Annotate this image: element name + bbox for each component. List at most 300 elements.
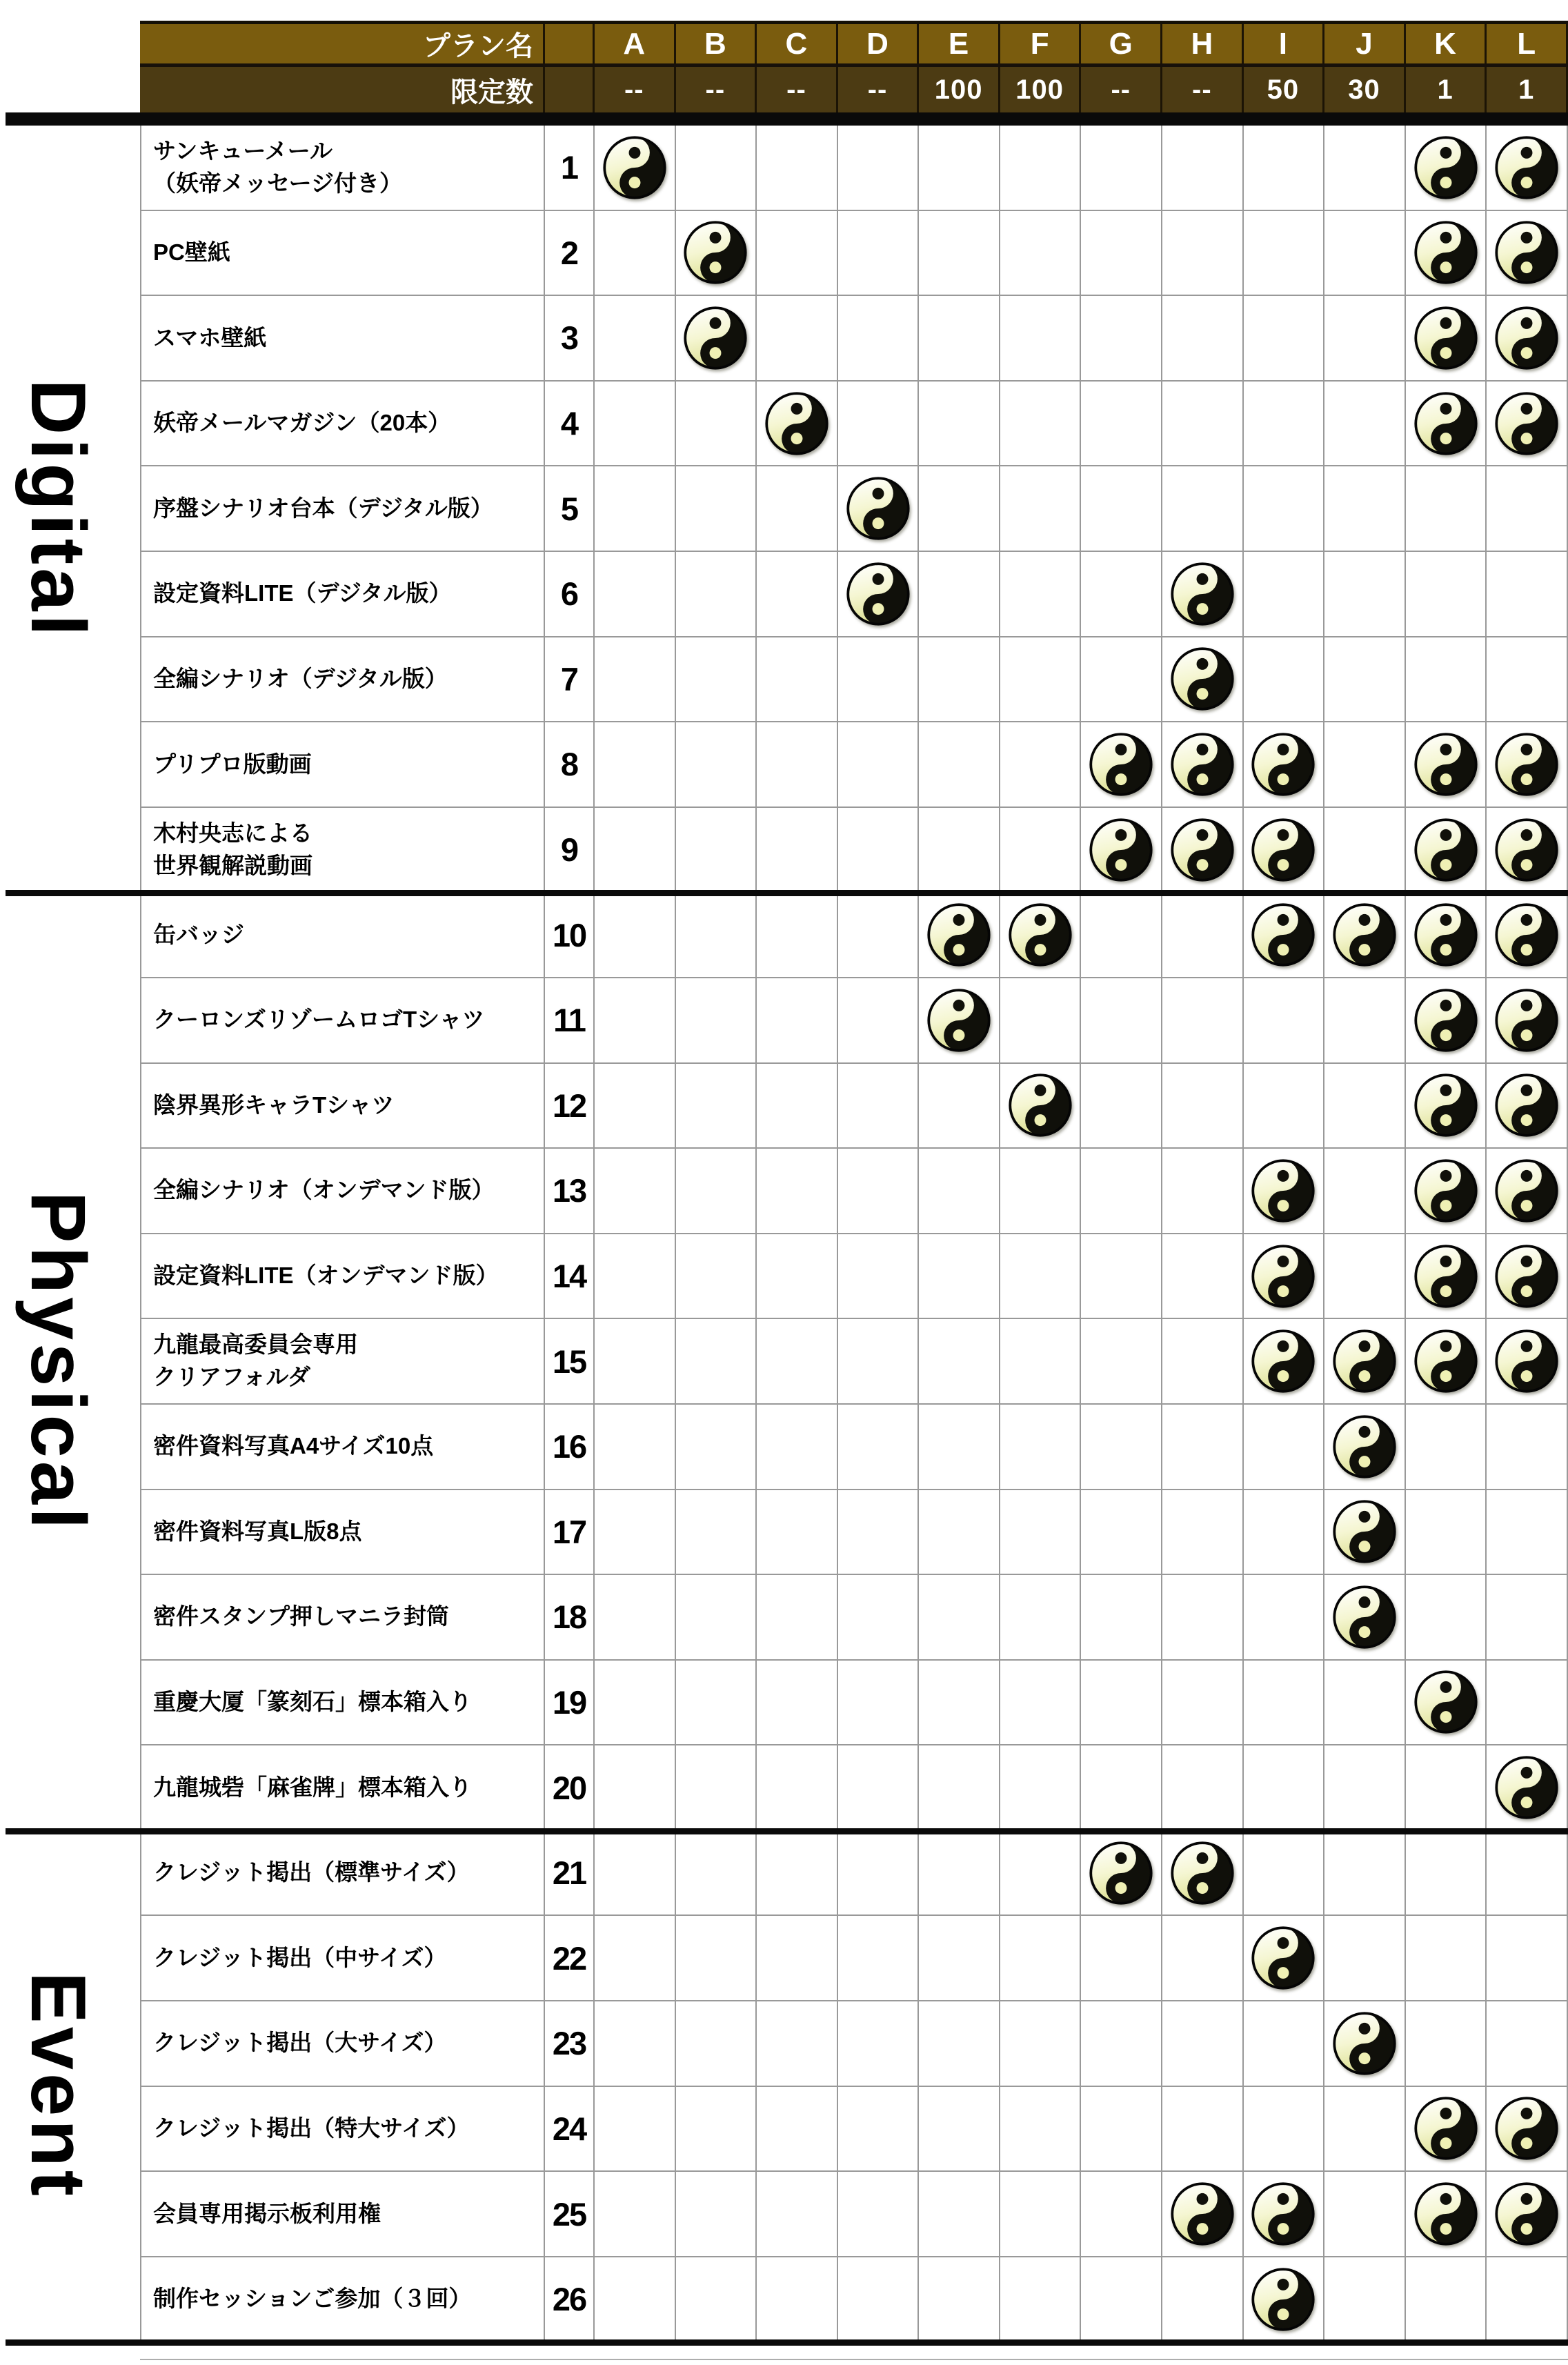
mark-cell	[1406, 126, 1487, 210]
empty-cell	[757, 1831, 838, 1915]
yinyang-icon	[1494, 220, 1559, 285]
item-name-line: 全編シナリオ（デジタル版）	[153, 665, 448, 691]
empty-cell	[676, 808, 757, 892]
empty-cell	[1162, 1319, 1244, 1403]
empty-cell	[595, 1916, 676, 2000]
item-name-line: プリプロ版動画	[153, 751, 312, 777]
limit-header-blank	[545, 67, 595, 112]
mark-cell	[1406, 1661, 1487, 1745]
empty-cell	[919, 296, 1000, 380]
limit-value-B: --	[676, 67, 757, 112]
item-name	[140, 296, 545, 380]
yinyang-icon	[1251, 732, 1316, 797]
item-name	[140, 2087, 545, 2171]
mark-cell	[1162, 637, 1244, 722]
mark-cell	[1162, 722, 1244, 807]
empty-cell	[1081, 126, 1162, 210]
empty-cell	[757, 296, 838, 380]
empty-cell	[1406, 2257, 1487, 2342]
empty-cell	[757, 1149, 838, 1233]
empty-cell	[676, 1831, 757, 1915]
row-number: 9	[545, 808, 595, 892]
item-name	[140, 808, 545, 892]
empty-cell	[1406, 1575, 1487, 1659]
empty-cell	[838, 808, 920, 892]
empty-cell	[1162, 126, 1244, 210]
empty-cell	[595, 296, 676, 380]
empty-cell	[919, 1661, 1000, 1745]
mark-cell	[1406, 978, 1487, 1062]
yinyang-icon	[1494, 732, 1559, 797]
empty-cell	[1244, 1745, 1325, 1830]
empty-cell	[1324, 211, 1406, 295]
empty-cell	[595, 552, 676, 636]
empty-cell	[838, 211, 920, 295]
yinyang-icon	[926, 988, 991, 1053]
empty-cell	[838, 296, 920, 380]
empty-cell	[676, 466, 757, 551]
empty-cell	[1406, 552, 1487, 636]
empty-cell	[1000, 382, 1082, 466]
yinyang-icon	[1089, 1841, 1153, 1906]
empty-cell	[757, 893, 838, 977]
yinyang-icon	[1332, 902, 1397, 967]
table-row	[140, 1575, 1568, 1661]
row-number: 12	[545, 1064, 595, 1148]
yinyang-icon	[1251, 1244, 1316, 1309]
row-number: 8	[545, 722, 595, 807]
yinyang-icon	[1413, 391, 1478, 456]
empty-cell	[1324, 2257, 1406, 2342]
yinyang-icon	[1494, 902, 1559, 967]
limit-header-row	[140, 67, 1568, 112]
empty-cell	[1406, 1745, 1487, 1830]
table-row	[140, 808, 1568, 893]
empty-cell	[919, 637, 1000, 722]
empty-cell	[1244, 466, 1325, 551]
empty-cell	[676, 382, 757, 466]
empty-cell	[1162, 1405, 1244, 1489]
empty-cell	[1081, 1916, 1162, 2000]
plan-column-header-B: B	[676, 24, 757, 63]
item-name	[140, 2172, 545, 2256]
empty-cell	[919, 552, 1000, 636]
empty-cell	[1324, 126, 1406, 210]
item-name	[140, 466, 545, 551]
empty-cell	[1244, 1575, 1325, 1659]
mark-cell	[1406, 211, 1487, 295]
mark-cell	[1487, 2087, 1568, 2171]
item-name-line: 設定資料LITE（デジタル版）	[153, 580, 452, 606]
digital-physical-separator	[6, 890, 1568, 896]
yinyang-icon	[926, 902, 991, 967]
yinyang-icon	[1251, 2181, 1316, 2246]
empty-cell	[1081, 978, 1162, 1062]
mark-cell	[1081, 808, 1162, 892]
empty-cell	[1162, 2001, 1244, 2086]
empty-cell	[1324, 382, 1406, 466]
yinyang-icon	[1413, 1073, 1478, 1138]
yinyang-icon	[1170, 818, 1235, 882]
yinyang-icon	[1494, 2181, 1559, 2246]
empty-cell	[1081, 211, 1162, 295]
yinyang-icon	[1332, 1414, 1397, 1479]
item-name	[140, 1661, 545, 1745]
mark-cell	[1406, 2087, 1487, 2171]
empty-cell	[1487, 637, 1568, 722]
yinyang-icon	[1494, 1244, 1559, 1309]
empty-cell	[1000, 1490, 1082, 1574]
plan-column-header-C: C	[757, 24, 838, 63]
empty-cell	[919, 2001, 1000, 2086]
limit-value-D: --	[838, 67, 920, 112]
bottom-thin-line	[140, 2359, 1568, 2360]
table-row	[140, 722, 1568, 808]
mark-cell	[1324, 1319, 1406, 1403]
row-number: 25	[545, 2172, 595, 2256]
row-number: 6	[545, 552, 595, 636]
mark-cell	[1244, 893, 1325, 977]
item-name	[140, 1575, 545, 1659]
empty-cell	[1244, 1661, 1325, 1745]
item-name	[140, 1064, 545, 1148]
empty-cell	[1000, 1916, 1082, 2000]
empty-cell	[757, 1575, 838, 1659]
empty-cell	[838, 1319, 920, 1403]
empty-cell	[676, 2172, 757, 2256]
mark-cell	[1487, 296, 1568, 380]
mark-cell	[1487, 1064, 1568, 1148]
empty-cell	[838, 1661, 920, 1745]
item-name-line: 世界観解説動画	[153, 852, 312, 878]
empty-cell	[919, 1319, 1000, 1403]
empty-cell	[595, 637, 676, 722]
mark-cell	[919, 978, 1000, 1062]
mark-cell	[1162, 808, 1244, 892]
yinyang-icon	[1494, 1073, 1559, 1138]
table-row	[140, 1661, 1568, 1746]
empty-cell	[1487, 1490, 1568, 1574]
yinyang-icon	[1494, 1755, 1559, 1820]
item-name-line: PC壁紙	[153, 239, 230, 265]
table-row	[140, 893, 1568, 978]
table-row	[140, 1319, 1568, 1405]
yinyang-icon	[1089, 818, 1153, 882]
empty-cell	[676, 1405, 757, 1489]
item-name	[140, 552, 545, 636]
empty-cell	[1244, 978, 1325, 1062]
empty-cell	[1162, 466, 1244, 551]
limit-value-L: 1	[1487, 67, 1568, 112]
empty-cell	[919, 2087, 1000, 2171]
item-name-line: 缶バッジ	[153, 921, 244, 947]
row-number: 26	[545, 2257, 595, 2342]
empty-cell	[919, 2257, 1000, 2342]
empty-cell	[1000, 1661, 1082, 1745]
table-row	[140, 126, 1568, 211]
empty-cell	[919, 808, 1000, 892]
empty-cell	[919, 1149, 1000, 1233]
yinyang-icon	[1413, 732, 1478, 797]
empty-cell	[595, 1234, 676, 1318]
empty-cell	[595, 1575, 676, 1659]
mark-cell	[1081, 1831, 1162, 1915]
mark-cell	[1487, 1319, 1568, 1403]
empty-cell	[838, 1490, 920, 1574]
empty-cell	[676, 1234, 757, 1318]
table-row	[140, 382, 1568, 467]
empty-cell	[1081, 893, 1162, 977]
empty-cell	[676, 893, 757, 977]
empty-cell	[1324, 1831, 1406, 1915]
yinyang-icon	[1332, 1499, 1397, 1564]
empty-cell	[1081, 2087, 1162, 2171]
yinyang-icon	[1413, 135, 1478, 200]
mark-cell	[757, 382, 838, 466]
yinyang-icon	[1413, 1244, 1478, 1309]
mark-cell	[1244, 1149, 1325, 1233]
plan-column-header-E: E	[919, 24, 1000, 63]
empty-cell	[838, 2087, 920, 2171]
item-name-line: クレジット掲出（標準サイズ）	[153, 1859, 470, 1886]
empty-cell	[1000, 2001, 1082, 2086]
empty-cell	[1406, 1916, 1487, 2000]
item-name-line: 密件資料写真A4サイズ10点	[153, 1433, 434, 1459]
empty-cell	[595, 722, 676, 807]
yinyang-icon	[1413, 2181, 1478, 2246]
empty-cell	[1244, 552, 1325, 636]
empty-cell	[1406, 466, 1487, 551]
empty-cell	[919, 1064, 1000, 1148]
item-name-line: クレジット掲出（中サイズ）	[153, 1944, 447, 1970]
empty-cell	[838, 1064, 920, 1148]
section-label-event: Event	[15, 1972, 101, 2199]
empty-cell	[1324, 808, 1406, 892]
mark-cell	[595, 126, 676, 210]
row-number: 11	[545, 978, 595, 1062]
empty-cell	[1000, 126, 1082, 210]
empty-cell	[1324, 1234, 1406, 1318]
yinyang-icon	[1494, 2096, 1559, 2161]
yinyang-icon	[1413, 988, 1478, 1053]
empty-cell	[1081, 466, 1162, 551]
empty-cell	[1081, 296, 1162, 380]
yinyang-icon	[1170, 562, 1235, 626]
empty-cell	[919, 1405, 1000, 1489]
item-name-line: サンキューメール	[153, 137, 333, 164]
table-row	[140, 1745, 1568, 1831]
mark-cell	[1162, 552, 1244, 636]
empty-cell	[838, 1575, 920, 1659]
empty-cell	[595, 1149, 676, 1233]
item-name-line: 陰界異形キャラTシャツ	[153, 1091, 395, 1118]
item-name-line: 九龍城砦「麻雀牌」標本箱入り	[153, 1774, 472, 1800]
empty-cell	[838, 1149, 920, 1233]
empty-cell	[595, 2172, 676, 2256]
item-name-line: クリアフォルダ	[153, 1364, 311, 1390]
row-number: 22	[545, 1916, 595, 2000]
empty-cell	[919, 211, 1000, 295]
row-number: 14	[545, 1234, 595, 1318]
limit-value-G: --	[1081, 67, 1162, 112]
row-number: 19	[545, 1661, 595, 1745]
mark-cell	[1081, 722, 1162, 807]
empty-cell	[676, 1064, 757, 1148]
yinyang-icon	[1494, 391, 1559, 456]
row-number: 5	[545, 466, 595, 551]
yinyang-icon	[1332, 2011, 1397, 2076]
limit-value-F: 100	[1000, 67, 1082, 112]
item-name-line: クーロンズリゾームロゴTシャツ	[153, 1007, 485, 1033]
mark-cell	[1487, 1745, 1568, 1830]
row-number: 10	[545, 893, 595, 977]
empty-cell	[1487, 1831, 1568, 1915]
section-label-physical: Physical	[15, 1191, 101, 1533]
row-number: 15	[545, 1319, 595, 1403]
empty-cell	[838, 1234, 920, 1318]
mark-cell	[1406, 1064, 1487, 1148]
empty-cell	[676, 1149, 757, 1233]
table-row	[140, 637, 1568, 723]
item-name	[140, 126, 545, 210]
mark-cell	[1244, 1916, 1325, 2000]
empty-cell	[757, 808, 838, 892]
empty-cell	[757, 2001, 838, 2086]
empty-cell	[1487, 2257, 1568, 2342]
table-row	[140, 978, 1568, 1064]
empty-cell	[1081, 1234, 1162, 1318]
empty-cell	[595, 466, 676, 551]
empty-cell	[1244, 1831, 1325, 1915]
yinyang-icon	[1413, 2096, 1478, 2161]
empty-cell	[1000, 978, 1082, 1062]
item-name	[140, 382, 545, 466]
mark-cell	[1487, 722, 1568, 807]
empty-cell	[595, 978, 676, 1062]
mark-cell	[1244, 722, 1325, 807]
yinyang-icon	[1332, 1329, 1397, 1394]
item-name	[140, 1745, 545, 1830]
empty-cell	[1487, 552, 1568, 636]
empty-cell	[1081, 1575, 1162, 1659]
empty-cell	[757, 2087, 838, 2171]
mark-cell	[838, 552, 920, 636]
empty-cell	[1487, 1661, 1568, 1745]
mark-cell	[1406, 2172, 1487, 2256]
plan-column-header-G: G	[1081, 24, 1162, 63]
yinyang-icon	[1170, 646, 1235, 711]
item-name-line: スマホ壁紙	[153, 324, 267, 350]
mark-cell	[1000, 893, 1082, 977]
empty-cell	[676, 722, 757, 807]
mark-cell	[1406, 296, 1487, 380]
empty-cell	[1162, 1661, 1244, 1745]
empty-cell	[676, 1916, 757, 2000]
empty-cell	[595, 893, 676, 977]
empty-cell	[1000, 1234, 1082, 1318]
empty-cell	[1324, 722, 1406, 807]
yinyang-icon	[846, 562, 911, 626]
empty-cell	[676, 978, 757, 1062]
empty-cell	[676, 1575, 757, 1659]
empty-cell	[1406, 2001, 1487, 2086]
limit-value-J: 30	[1324, 67, 1406, 112]
yinyang-icon	[1251, 1329, 1316, 1394]
empty-cell	[595, 1405, 676, 1489]
mark-cell	[1324, 1575, 1406, 1659]
plan-column-header-J: J	[1324, 24, 1406, 63]
mark-cell	[1406, 722, 1487, 807]
empty-cell	[919, 1575, 1000, 1659]
empty-cell	[757, 552, 838, 636]
yinyang-icon	[1089, 732, 1153, 797]
item-name-line: 木村央志による	[153, 820, 312, 846]
item-name	[140, 2257, 545, 2342]
empty-cell	[1081, 1319, 1162, 1403]
yinyang-icon	[602, 135, 667, 200]
table-row	[140, 1064, 1568, 1149]
empty-cell	[838, 722, 920, 807]
empty-cell	[1162, 2257, 1244, 2342]
empty-cell	[1324, 978, 1406, 1062]
item-name	[140, 893, 545, 977]
empty-cell	[919, 1234, 1000, 1318]
yinyang-icon	[1413, 220, 1478, 285]
row-number: 17	[545, 1490, 595, 1574]
empty-cell	[1244, 296, 1325, 380]
empty-cell	[676, 637, 757, 722]
yinyang-icon	[1413, 1158, 1478, 1223]
yinyang-icon	[764, 391, 829, 456]
item-name-line: 序盤シナリオ台本（デジタル版）	[153, 495, 493, 521]
table-row	[140, 2087, 1568, 2173]
plan-column-header-D: D	[838, 24, 920, 63]
item-name	[140, 978, 545, 1062]
mark-cell	[1487, 126, 1568, 210]
empty-cell	[1244, 1490, 1325, 1574]
empty-cell	[1162, 978, 1244, 1062]
empty-cell	[1162, 1149, 1244, 1233]
mark-cell	[1244, 808, 1325, 892]
plan-column-header-L: L	[1487, 24, 1568, 63]
empty-cell	[1324, 466, 1406, 551]
row-number-header-blank	[545, 24, 595, 63]
empty-cell	[676, 2087, 757, 2171]
empty-cell	[919, 1490, 1000, 1574]
empty-cell	[838, 2257, 920, 2342]
empty-cell	[1000, 1831, 1082, 1915]
item-name-line: 密件スタンプ押しマニラ封筒	[153, 1603, 449, 1630]
yinyang-icon	[1251, 902, 1316, 967]
mark-cell	[1406, 808, 1487, 892]
yinyang-icon	[1170, 2181, 1235, 2246]
yinyang-icon	[1494, 135, 1559, 200]
limit-value-C: --	[757, 67, 838, 112]
empty-cell	[595, 2001, 676, 2086]
mark-cell	[676, 296, 757, 380]
table-row	[140, 1405, 1568, 1490]
empty-cell	[1487, 1916, 1568, 2000]
empty-cell	[1162, 1745, 1244, 1830]
yinyang-icon	[1008, 902, 1073, 967]
empty-cell	[1081, 2257, 1162, 2342]
yinyang-icon	[1251, 1926, 1316, 1990]
mark-cell	[1487, 1234, 1568, 1318]
empty-cell	[1324, 1149, 1406, 1233]
empty-cell	[1081, 1064, 1162, 1148]
row-number: 2	[545, 211, 595, 295]
empty-cell	[757, 1490, 838, 1574]
